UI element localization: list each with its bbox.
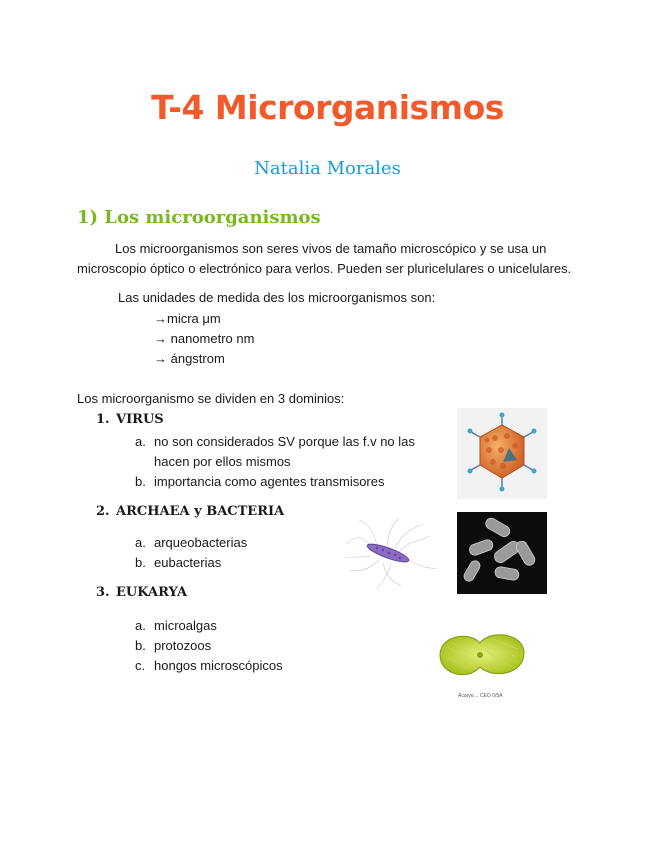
author-name: Natalia Morales bbox=[254, 158, 401, 179]
page-title: T-4 Microrganismos bbox=[151, 88, 504, 127]
domain-heading-eukarya: 3. EUKARYA bbox=[96, 585, 188, 600]
virus-icon bbox=[457, 408, 547, 499]
unit-item: → ángstrom bbox=[154, 351, 225, 366]
image-caption: Acaryo… CEO 0/5A bbox=[458, 693, 503, 699]
list-item-text: no son considerados SV porque las f.v no las bbox=[154, 434, 415, 449]
list-item: b. importancia como agentes transmisores bbox=[135, 474, 385, 489]
domains-intro: Los microorganismo se dividen en 3 dominios: bbox=[77, 391, 345, 406]
list-item: a. microalgas bbox=[135, 618, 217, 633]
bacteria-icon bbox=[457, 512, 547, 594]
intro-line-2: microscopio óptico o electrónico para verlos. Pueden ser pluricelulares o unicelulares. bbox=[77, 261, 572, 276]
unit-item: →micra μm bbox=[154, 311, 221, 326]
list-item: b. protozoos bbox=[135, 638, 212, 653]
microalga-image bbox=[412, 617, 547, 699]
list-item-text: hacen por ellos mismos bbox=[154, 454, 291, 469]
section-heading: 1) Los microorganismos bbox=[77, 207, 321, 228]
list-item: c. hongos microscópicos bbox=[135, 658, 283, 673]
intro-line-1: Los microorganismos son seres vivos de tamaño microscópico y se usa un bbox=[115, 241, 547, 256]
intro-paragraph bbox=[77, 239, 577, 279]
archaea-image bbox=[343, 512, 443, 590]
list-item: b. eubacterias bbox=[135, 555, 222, 570]
virus-image bbox=[457, 408, 547, 499]
units-intro: Las unidades de medida des los microorganismos son: bbox=[118, 290, 436, 305]
domain-heading-archaea-bacteria: 2. ARCHAEA y BACTERIA bbox=[96, 504, 285, 519]
archaea-icon bbox=[343, 512, 443, 590]
bacteria-image bbox=[457, 512, 547, 594]
list-item: a. bbox=[135, 434, 146, 449]
unit-item: → nanometro nm bbox=[154, 331, 255, 346]
microalga-icon bbox=[412, 617, 547, 687]
domain-heading-virus: 1. VIRUS bbox=[96, 412, 164, 427]
list-item: a. arqueobacterias bbox=[135, 535, 248, 550]
